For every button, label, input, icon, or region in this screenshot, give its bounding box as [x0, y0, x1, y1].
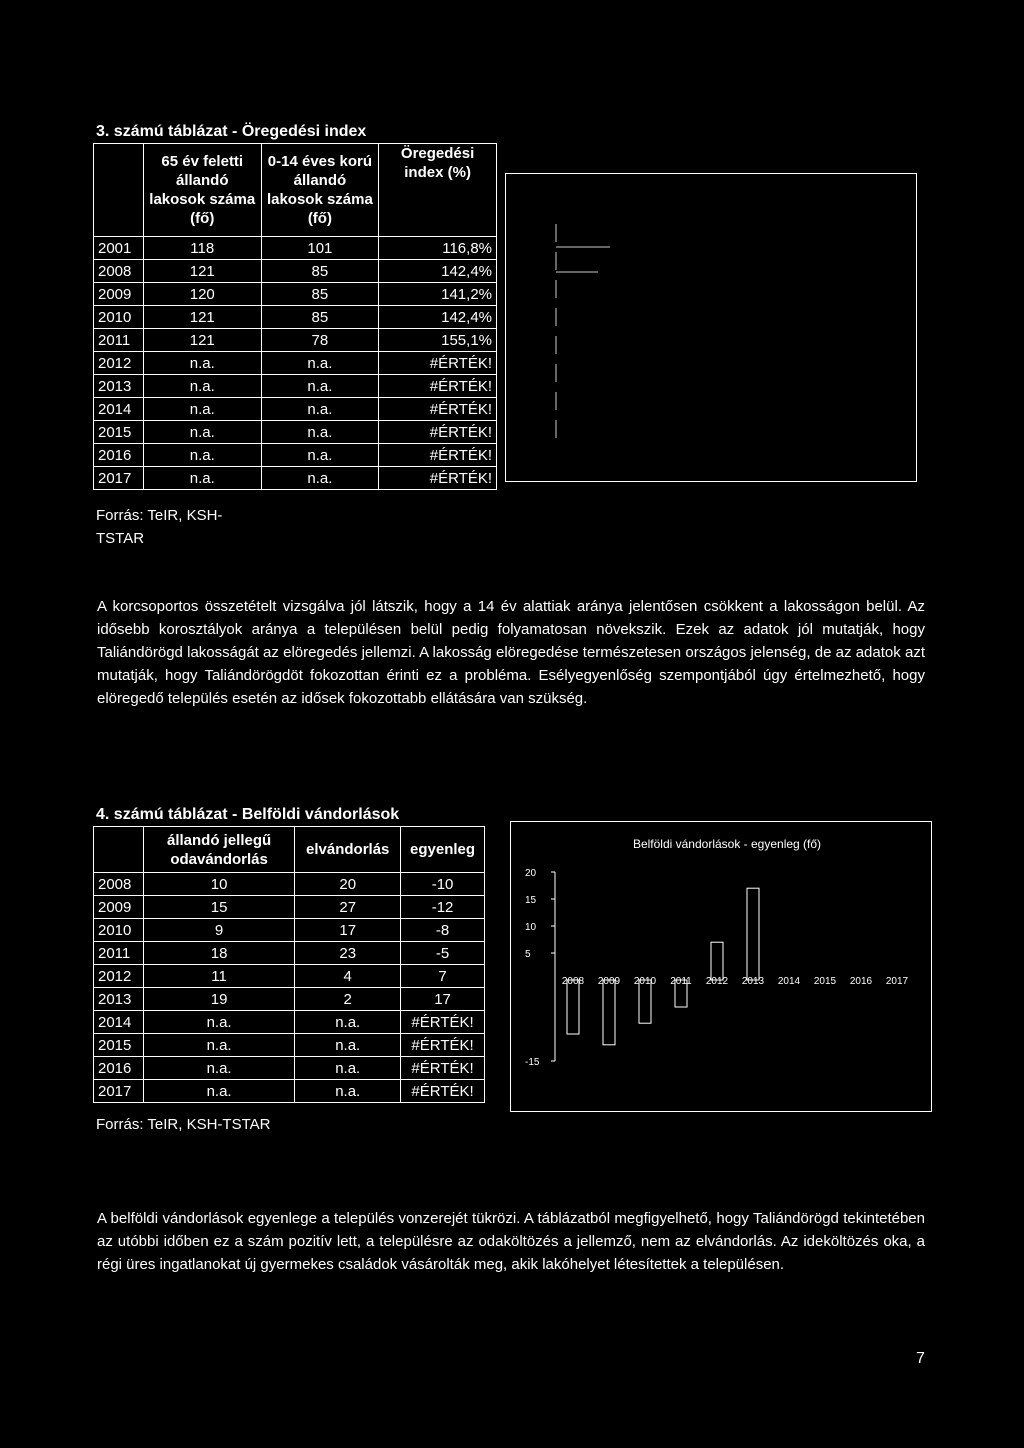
aging-index-chart-svg	[506, 174, 916, 481]
table3-cell: 2001	[94, 237, 144, 260]
table4-cell: 7	[401, 965, 485, 988]
table4-cell: -12	[401, 896, 485, 919]
y-tick-label: 5	[525, 949, 531, 960]
table4-cell: -8	[401, 919, 485, 942]
table3-source: Forrás: TeIR, KSH-TSTAR	[96, 507, 223, 547]
table3-caption: 3. számú táblázat - Öregedési index	[96, 123, 367, 140]
table3-cell: n.a.	[261, 375, 379, 398]
table4-cell: n.a.	[143, 1034, 294, 1057]
table4-row	[94, 1034, 485, 1057]
table3-header-year	[94, 144, 144, 237]
table3-cell: n.a.	[261, 398, 379, 421]
table3-cell: 116,8%	[379, 237, 497, 260]
x-tick-label: 2016	[849, 976, 873, 987]
table3-cell: #ÉRTÉK!	[379, 467, 497, 490]
table3-row	[94, 352, 497, 375]
table3-cell: 118	[143, 237, 261, 260]
table4-row	[94, 1080, 485, 1103]
table4-row	[94, 1011, 485, 1034]
table3-cell: #ÉRTÉK!	[379, 398, 497, 421]
table4-cell: 19	[143, 988, 294, 1011]
y-tick-label: -15	[525, 1057, 540, 1068]
table3-cell: 2013	[94, 375, 144, 398]
table3-cell: n.a.	[261, 444, 379, 467]
table3-cell: 142,4%	[379, 260, 497, 283]
aging-index-chart	[505, 173, 917, 482]
table3-cell: n.a.	[143, 352, 261, 375]
table3-cell: n.a.	[261, 467, 379, 490]
y-tick-label: 10	[525, 922, 537, 933]
table3-cell: #ÉRTÉK!	[379, 352, 497, 375]
table4-source: Forrás: TeIR, KSH-TSTAR	[96, 1116, 271, 1133]
migration-table	[93, 826, 485, 1103]
table4-row	[94, 896, 485, 919]
table3-cell: 85	[261, 283, 379, 306]
table3-cell: 2016	[94, 444, 144, 467]
table3-cell: #ÉRTÉK!	[379, 421, 497, 444]
table3-row	[94, 375, 497, 398]
table3-cell: n.a.	[143, 467, 261, 490]
x-tick-label: 2008	[561, 976, 585, 987]
table4-row	[94, 919, 485, 942]
table3-row	[94, 398, 497, 421]
table3-cell: 101	[261, 237, 379, 260]
table3-cell: #ÉRTÉK!	[379, 444, 497, 467]
table4-cell: 20	[295, 873, 401, 896]
table3-header-over65: 65 év feletti állandó lakosok száma (fő)	[143, 144, 261, 237]
table4-cell: n.a.	[143, 1057, 294, 1080]
table3-cell: n.a.	[261, 352, 379, 375]
table3-cell: n.a.	[143, 375, 261, 398]
table4-cell: #ÉRTÉK!	[401, 1034, 485, 1057]
table3-cell: 121	[143, 306, 261, 329]
x-tick-label: 2015	[813, 976, 837, 987]
bar	[711, 942, 723, 980]
table4-caption: 4. számú táblázat - Belföldi vándorlások	[96, 806, 400, 823]
x-tick-label: 2017	[885, 976, 909, 987]
chart-title: Belföldi vándorlások - egyenleg (fő)	[632, 837, 822, 851]
x-tick-label: 2013	[741, 976, 765, 987]
table3-row	[94, 444, 497, 467]
table3-cell: 2009	[94, 283, 144, 306]
table3-header-index: Öregedési index (%)	[379, 144, 497, 237]
table4-row	[94, 988, 485, 1011]
table4-cell: 15	[143, 896, 294, 919]
migration-balance-chart	[510, 821, 932, 1112]
page-number: 7	[916, 1350, 925, 1367]
table4-cell: 9	[143, 919, 294, 942]
table4-row	[94, 1057, 485, 1080]
table4-row	[94, 873, 485, 896]
paragraph-migration: A belföldi vándorlások egyenlege a település vonzerejét tükrözi. A táblázatból megfigyelhető, hogy Taliándörögd tekintetében az utóbbi időben ez a szám pozitív lett, a településre az odaköltözés a jellemző, nem az elvándorlás. Az ideköltözés oka, a régi üres ingatlanokat új gyermekes családok vásárolták meg, akik lakóhelyet létesítettek a településen.	[97, 1210, 925, 1273]
table4-cell: 2	[295, 988, 401, 1011]
x-tick-label: 2009	[597, 976, 621, 987]
x-tick-label: 2012	[705, 976, 729, 987]
table3-cell: 2014	[94, 398, 144, 421]
table3-cell: n.a.	[143, 444, 261, 467]
x-tick-label: 2014	[777, 976, 801, 987]
table3-cell: 120	[143, 283, 261, 306]
table4-cell: 17	[295, 919, 401, 942]
table4-cell: #ÉRTÉK!	[401, 1080, 485, 1103]
table4-header-inmigration: állandó jellegű odavándorlás	[143, 827, 294, 873]
table4-header-balance: egyenleg	[401, 827, 485, 873]
table3-cell: 78	[261, 329, 379, 352]
table4-cell: n.a.	[295, 1080, 401, 1103]
paragraph-age-structure: A korcsoportos összetételt vizsgálva jól látszik, hogy a 14 év alattiak aránya jelentősen csökkent a lakosságon belül. Az idősebb korosztályok aránya a településen belül pedig folyamatosan növekszik. Ezek az adatok jól mutatják, hogy Taliándörögd lakosságát az elöregedés jellemzi. A lakosság elöregedése természetesen országos jelenség, de az adatok azt mutatják, hogy Taliándörögdöt fokozottan érinti ez a probléma. Esélyegyenlőség szempontjából úgy értelmezhető, hogy elöregedő település esetén az idősek fokozottabb ellátására van szükség.	[97, 598, 925, 707]
table4-cell: 2013	[94, 988, 144, 1011]
table4-cell: 2014	[94, 1011, 144, 1034]
table4-cell: n.a.	[143, 1080, 294, 1103]
table3-cell: #ÉRTÉK!	[379, 375, 497, 398]
table4-cell: 23	[295, 942, 401, 965]
table3-row	[94, 467, 497, 490]
table3-cell: 85	[261, 260, 379, 283]
table4-cell: 10	[143, 873, 294, 896]
table4-cell: 11	[143, 965, 294, 988]
table4-cell: 2011	[94, 942, 144, 965]
table4-cell: n.a.	[295, 1057, 401, 1080]
table4-cell: n.a.	[143, 1011, 294, 1034]
table4-cell: 2016	[94, 1057, 144, 1080]
table3-cell: 121	[143, 260, 261, 283]
table3-cell: 2012	[94, 352, 144, 375]
x-tick-label: 2011	[670, 976, 692, 987]
table4-cell: 2015	[94, 1034, 144, 1057]
y-tick-label: 15	[525, 895, 537, 906]
table3-cell: 2010	[94, 306, 144, 329]
table3-cell: 141,2%	[379, 283, 497, 306]
table4-cell: 27	[295, 896, 401, 919]
x-tick-label: 2010	[633, 976, 657, 987]
table4-cell: n.a.	[295, 1034, 401, 1057]
table4-row	[94, 965, 485, 988]
table3-cell: n.a.	[143, 421, 261, 444]
table3-cell: 121	[143, 329, 261, 352]
table4-cell: 17	[401, 988, 485, 1011]
table4-header-outmigration: elvándorlás	[295, 827, 401, 873]
table4-cell: 2017	[94, 1080, 144, 1103]
table3-row	[94, 306, 497, 329]
table4-cell: 2008	[94, 873, 144, 896]
table4-cell: #ÉRTÉK!	[401, 1057, 485, 1080]
table3-cell: n.a.	[261, 421, 379, 444]
table4-cell: 2010	[94, 919, 144, 942]
table3-row	[94, 237, 497, 260]
table4-cell: -10	[401, 873, 485, 896]
table3-row	[94, 421, 497, 444]
bar	[603, 980, 615, 1045]
table3-cell: 155,1%	[379, 329, 497, 352]
table4-cell: #ÉRTÉK!	[401, 1011, 485, 1034]
table4-cell: 4	[295, 965, 401, 988]
table4-header-year	[94, 827, 144, 873]
table4-row	[94, 942, 485, 965]
table3-cell: n.a.	[143, 398, 261, 421]
table4-cell: 2009	[94, 896, 144, 919]
table4-cell: 18	[143, 942, 294, 965]
aging-index-table	[93, 143, 497, 490]
table3-cell: 2008	[94, 260, 144, 283]
table3-cell: 2015	[94, 421, 144, 444]
bar	[567, 980, 579, 1034]
table3-row	[94, 283, 497, 306]
table3-cell: 2017	[94, 467, 144, 490]
y-tick-label: 20	[525, 868, 537, 879]
table4-cell: n.a.	[295, 1011, 401, 1034]
table3-header-0-14: 0-14 éves korú állandó lakosok száma (fő)	[261, 144, 379, 237]
table3-cell: 142,4%	[379, 306, 497, 329]
table3-cell: 85	[261, 306, 379, 329]
table4-cell: -5	[401, 942, 485, 965]
migration-balance-chart-svg	[511, 822, 931, 1111]
bar	[747, 888, 759, 980]
table3-row	[94, 260, 497, 283]
table3-cell: 2011	[94, 329, 144, 352]
table4-cell: 2012	[94, 965, 144, 988]
table3-row	[94, 329, 497, 352]
